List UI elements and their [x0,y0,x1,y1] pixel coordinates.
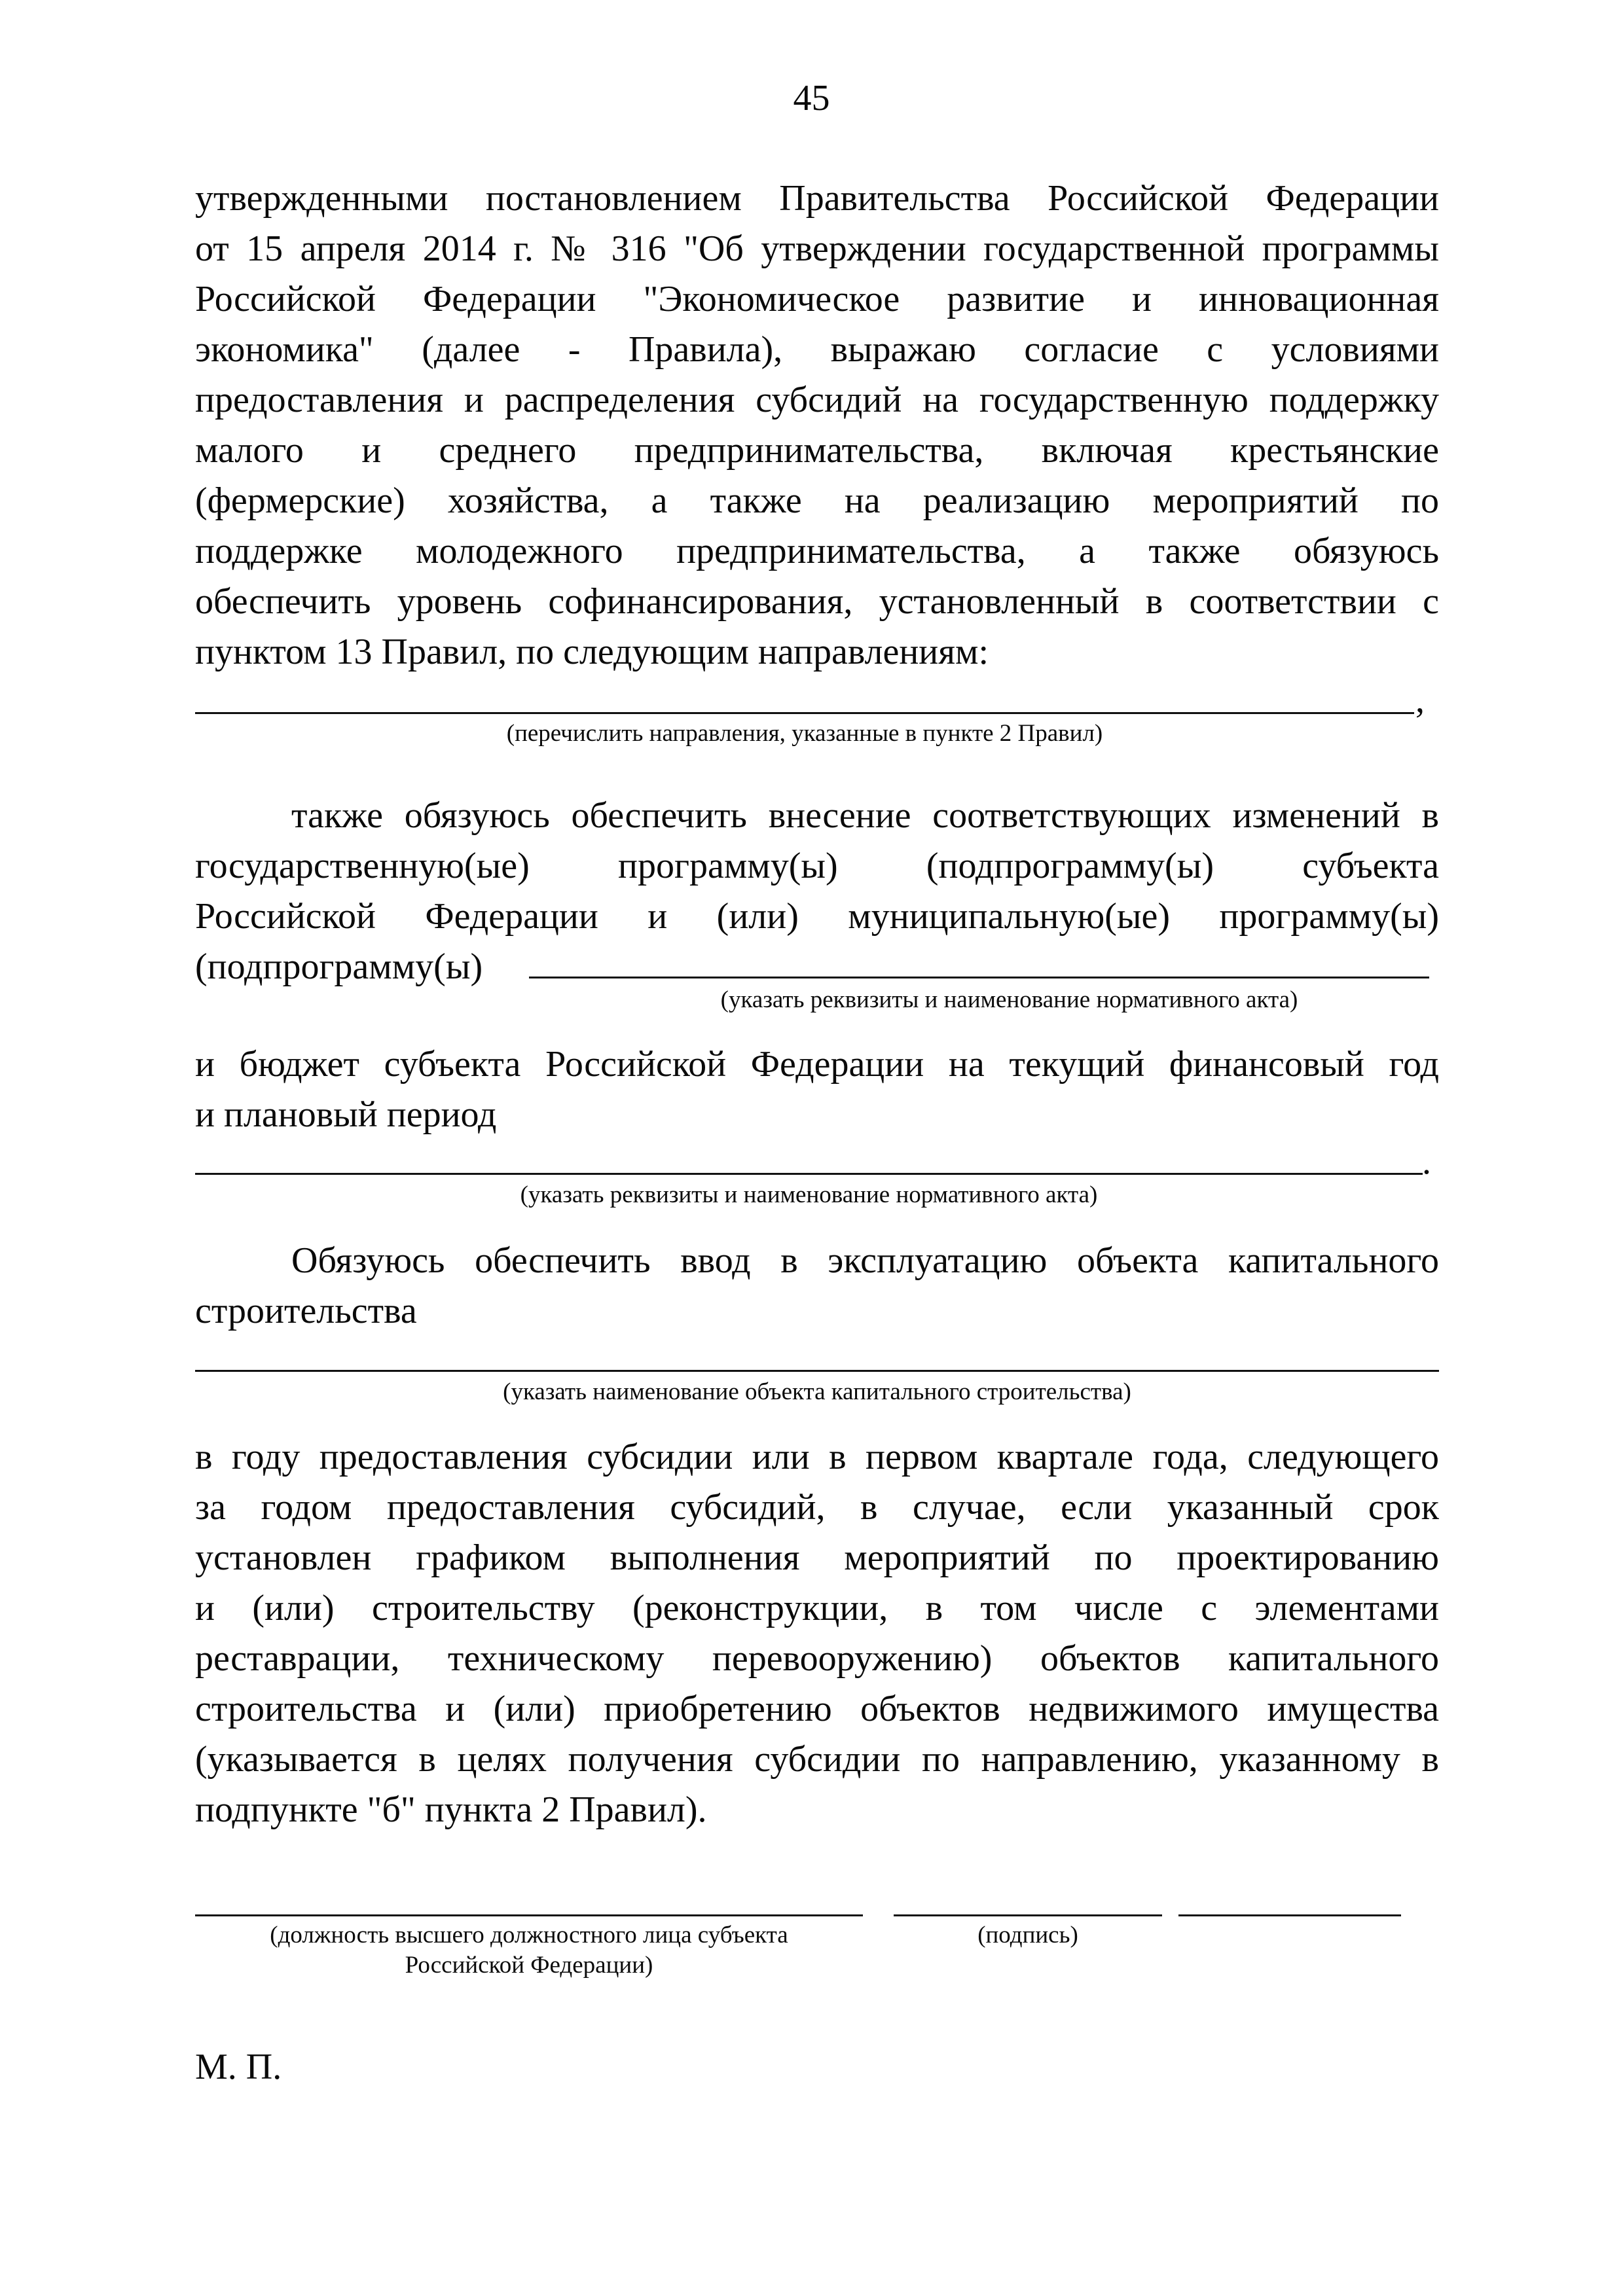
text-line: и бюджет субъекта Российской Федерации на текущий финансовый год [195,1044,1439,1085]
fill-in-line[interactable] [195,1173,1423,1175]
text-line: за годом предоставления субсидий, в случае, если указанный срок [195,1487,1439,1528]
fill-in-line[interactable] [195,1370,1439,1372]
end-comma: , [1415,680,1425,721]
text-line: строительства и (или) приобретению объектов недвижимого имущества [195,1689,1439,1729]
text-line: предоставления и распределения субсидий на государственную поддержку [195,380,1439,420]
text-line: установлен графиком выполнения мероприятий по проектированию [195,1537,1439,1578]
end-period: . [1422,1141,1431,1182]
signature-line[interactable] [894,1914,1162,1916]
position-line[interactable] [195,1914,863,1916]
fill-in-line[interactable] [195,712,1414,714]
text-line: и (или) строительству (реконструкции, в том числе с элементами [195,1588,1439,1628]
text-line: пунктом 13 Правил, по следующим направлениям: [195,632,989,672]
text-line: (указывается в целях получения субсидии по направлению, указанному в [195,1739,1439,1780]
position-hint-line2: Российской Федерации) [405,1952,653,1979]
text-line: Российской Федерации "Экономическое развитие и инновационная [195,279,1439,319]
text-line: строительства [195,1291,417,1331]
field-hint: (указать реквизиты и наименование нормативного акта) [720,986,1298,1013]
text-line: реставрации, техническому перевооружению) объектов капитального [195,1638,1439,1679]
text-line: в году предоставления субсидии или в первом квартале года, следующего [195,1437,1439,1477]
text-line: и плановый период [195,1094,497,1135]
text-line: (фермерские) хозяйства, а также на реализацию мероприятий по [195,480,1439,521]
field-hint: (перечислить направления, указанные в пункте 2 Правил) [506,720,1103,747]
page-number: 45 [793,78,830,118]
signature-hint: (подпись) [977,1922,1078,1948]
fill-in-line[interactable] [529,977,1429,978]
field-hint: (указать реквизиты и наименование нормативного акта) [520,1181,1098,1208]
text-line: от 15 апреля 2014 г. № 316 "Об утверждении государственной программы [195,228,1439,269]
text-line: утвержденными постановлением Правительства Российской Федерации [195,178,1439,219]
text-line: поддержке молодежного предпринимательства, а также обязуюсь [195,531,1439,571]
text-line: Российской Федерации и (или) муниципальную(ые) программу(ы) [195,896,1439,937]
stamp-label: М. П. [195,2047,282,2087]
text-line: также обязуюсь обеспечить внесение соответствующих изменений в [291,795,1439,836]
text-line: Обязуюсь обеспечить ввод в эксплуатацию объекта капитального [291,1240,1439,1281]
text-line: государственную(ые) программу(ы) (подпрограмму(ы) субъекта [195,846,1439,886]
text-line: подпункте "б" пункта 2 Правил). [195,1789,707,1830]
text-line: экономика" (далее - Правила), выражаю согласие с условиями [195,329,1439,370]
text-line: обеспечить уровень софинансирования, установленный в соответствии с [195,581,1439,622]
field-hint: (указать наименование объекта капитального строительства) [503,1378,1131,1405]
position-hint-line1: (должность высшего должностного лица субъекта [270,1922,788,1948]
text-line: (подпрограмму(ы) [195,946,483,987]
name-line[interactable] [1178,1914,1401,1916]
text-line: малого и среднего предпринимательства, включая крестьянские [195,430,1439,471]
